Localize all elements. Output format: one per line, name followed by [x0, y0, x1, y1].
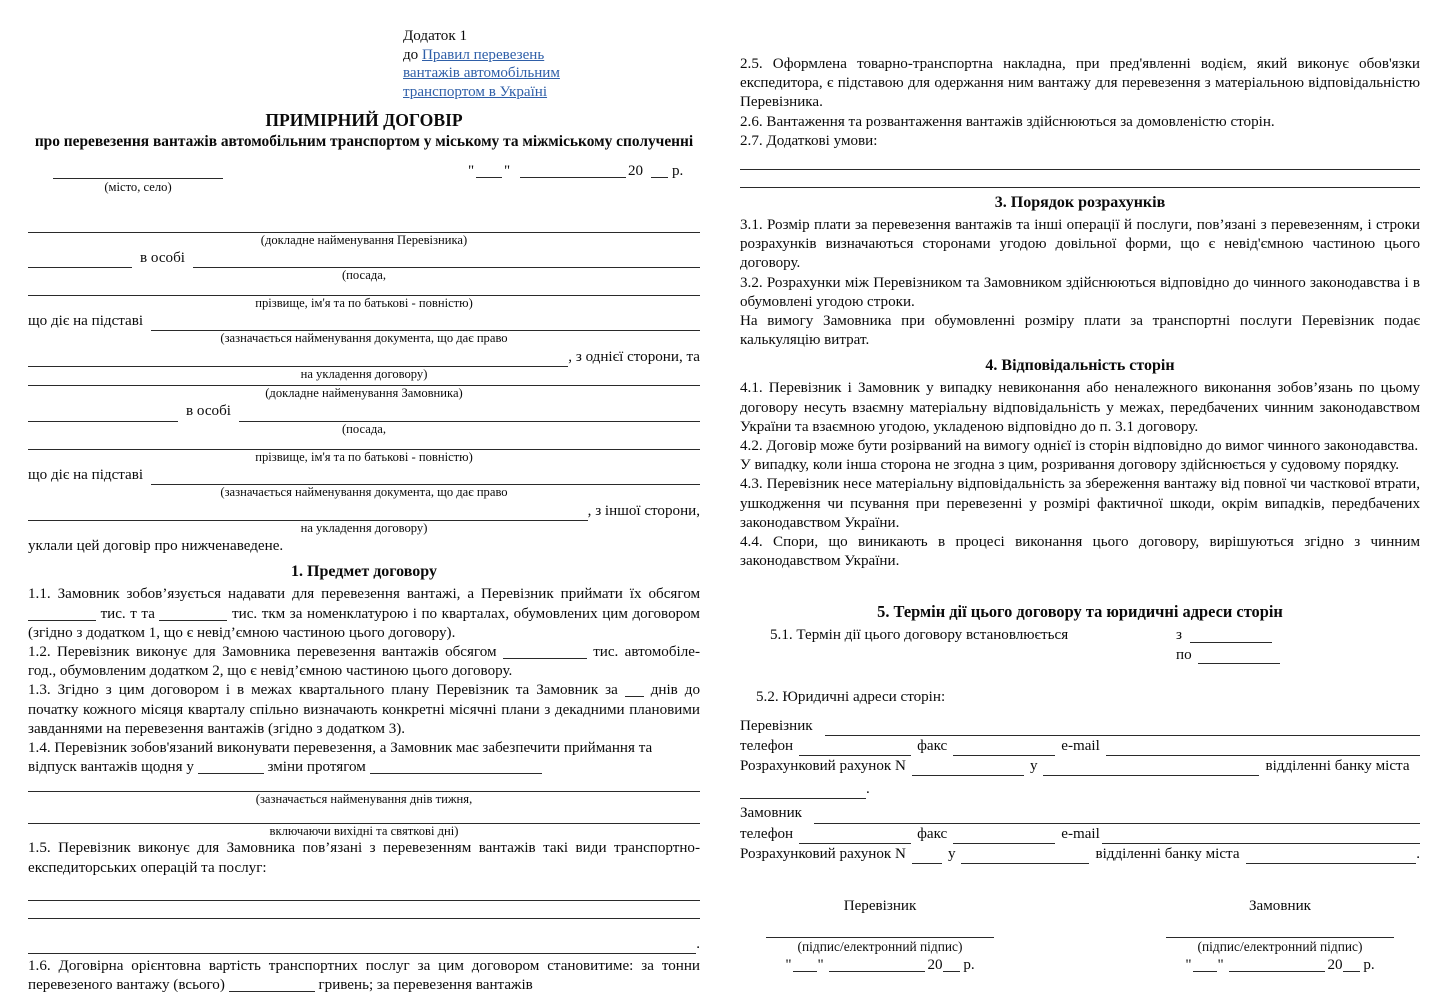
carrier-bank-city-period: . [866, 781, 870, 798]
carrier-conclude-caption: на укладення договору) [300, 367, 428, 382]
date-suffix: р. [672, 162, 684, 179]
clause-1-1-text-b: тис. т та [100, 605, 155, 622]
clause-1-1-text-c: тис. ткм за номенклатурою і по кварталах, обумовлених цим договором (згідно з додатком 1, що є невід’ємною частиною цього договору). [28, 605, 700, 641]
days-of-week-caption: (зазначається найменування днів тижня, [255, 792, 473, 807]
carrier-bank-city-row [740, 780, 1420, 799]
clause-4-1: 4.1. Перевізник і Замовник у випадку невиконання або неналежного виконання зобов’язань по цьому договору несуть взаємну матеріальну відповідальність у межах, передбачених чинним законодавством України та взаємною угодою, укладеною відповідно до п. 3.1 договору. [740, 380, 1420, 435]
clause-1-1-fill-1[interactable] [28, 620, 96, 621]
carrier-signature-caption: (підпис/електронний підпис) [797, 939, 963, 955]
carrier-email-fill[interactable] [1106, 740, 1420, 756]
clause-1-4-text-a: 1.4. Перевізник зобов'язаний виконувати перевезення, а Замовник має забезпечити приймання та відпуск вантажів щодня у [28, 739, 653, 776]
client-date-quote-open: " [1185, 957, 1192, 974]
client-contact-row [740, 825, 1420, 844]
clause-1-5: 1.5. Перевізник виконує для Замовника пов’язані з перевезенням вантажів такі види транспортно-експедиторських операцій та послуг: [28, 840, 700, 876]
clause-1-6 [28, 957, 700, 995]
client-date-day-fill[interactable] [1193, 971, 1217, 972]
client-phone-label: телефон [740, 825, 794, 842]
carrier-signature-name: Перевізник [843, 898, 917, 915]
clause-1-1-fill-2[interactable] [159, 620, 227, 621]
carrier-side-row [28, 348, 700, 367]
client-account-label: Розрахунковий рахунок N [740, 845, 906, 862]
carrier-account-row [740, 757, 1420, 776]
appendix-to-prefix: до [403, 46, 422, 63]
clause-5-1-label: 5.1. Термін дії цього договору встановлюється [770, 627, 1069, 644]
appendix-number: Додаток 1 [403, 28, 467, 44]
carrier-signature [744, 898, 1016, 975]
client-bank-city-period: . [1416, 845, 1420, 862]
document-title: ПРИМІРНИЙ ДОГОВІР [265, 110, 463, 131]
carrier-name-caption: (докладне найменування Перевізника) [260, 232, 468, 247]
clause-3-2: 3.2. Розрахунки між Перевізником та Замовником здійснюються відповідно до чинного законодавства і в обумовлені угодою строки. [740, 274, 1420, 310]
carrier-contact-row [740, 737, 1420, 756]
client-at-label: у [947, 845, 956, 862]
clause-1-1 [28, 585, 700, 643]
client-doc-caption: (зазначається найменування документа, що дає право [220, 484, 508, 499]
carrier-basis-row [28, 312, 700, 331]
clause-4-2: 4.2. Договір може бути розірваний на вимогу однієї із сторін відповідно до вимог чинного законодавства. [740, 438, 1419, 455]
client-address-label: Замовник [740, 805, 802, 822]
carrier-date-year: 20 [927, 957, 943, 974]
client-basis-fill[interactable] [151, 469, 700, 485]
client-fax-fill[interactable] [953, 843, 1055, 844]
client-account-fill[interactable] [912, 863, 942, 864]
city-date-row [28, 164, 700, 196]
client-person-row [28, 402, 700, 421]
carrier-account-fill[interactable] [912, 775, 1024, 776]
holidays-caption: включаючи вихідні та святкові дні) [269, 824, 459, 839]
date-quote-close: " [504, 162, 511, 179]
clause-5-2: 5.2. Юридичні адреси сторін: [756, 689, 946, 706]
carrier-fullname-caption: прізвище, ім'я та по батькові - повністю) [255, 296, 473, 311]
carrier-acts-on-label: що діє на підставі [28, 313, 144, 330]
client-name-caption: (докладне найменування Замовника) [265, 386, 463, 401]
carrier-phone-label: телефон [740, 737, 794, 754]
date-quote-open: " [468, 162, 475, 179]
date-year: 20 [628, 162, 644, 179]
services-fill-2[interactable] [28, 918, 700, 919]
clause-1-2-text-a: 1.2. Перевізник виконує для Замовника перевезення вантажів обсягом [28, 643, 497, 660]
term-to-fill[interactable] [1198, 663, 1280, 664]
carrier-in-person-label: в особі [140, 249, 185, 266]
client-signature-line[interactable] [1166, 937, 1394, 938]
carrier-person-prefix-fill[interactable] [28, 267, 132, 268]
client-position-fill[interactable] [239, 406, 700, 422]
client-position-caption: (посада, [341, 421, 387, 436]
rules-link-line-2[interactable]: вантажів автомобільним [403, 65, 560, 82]
carrier-date-suffix: р. [963, 957, 975, 974]
carrier-address-row [740, 717, 1420, 736]
left-column [28, 0, 700, 995]
appendix-header [403, 27, 700, 101]
clause-1-3-text-b: днів до початку кожного місяця кварталу спільно визначають конкретні місячні плани з декадними плановими завданнями на перевезення вантажів (згідно з додатком 3). [28, 682, 700, 737]
section-5-heading: 5. Термін дії цього договору та юридичні адреси сторін [877, 602, 1283, 622]
document-subtitle: про перевезення вантажів автомобільним транспортом у міському та міжміському сполученні [34, 133, 694, 151]
clause-1-4 [28, 739, 700, 777]
clause-1-3 [28, 681, 700, 739]
client-conclude-caption: на укладення договору) [300, 521, 428, 536]
clause-1-3-fill[interactable] [625, 696, 644, 697]
appendix-reference [403, 46, 700, 65]
term-from-fill[interactable] [1190, 642, 1272, 643]
carrier-position-fill[interactable] [193, 252, 700, 268]
section-3-heading: 3. Порядок розрахунків [994, 194, 1166, 212]
carrier-block [28, 232, 700, 382]
client-bank-branch-fill[interactable] [961, 863, 1089, 864]
clause-1-4-fill-2[interactable] [370, 773, 542, 774]
client-signature-caption: (підпис/електронний підпис) [1197, 939, 1363, 955]
carrier-at-label: у [1029, 758, 1038, 775]
client-fullname-caption: прізвище, ім'я та по батькові - повністю) [255, 449, 473, 464]
clause-1-3-text-a: 1.3. Згідно з цим договором і в межах квартального плану Перевізник та Замовник за [28, 682, 618, 699]
client-fax-label: факс [917, 825, 948, 842]
city-caption: (місто, село) [104, 179, 172, 194]
carrier-signature-line[interactable] [766, 937, 994, 938]
clause-1-2 [28, 643, 700, 681]
carrier-position-caption: (посада, [341, 268, 387, 283]
client-date-suffix: р. [1363, 957, 1375, 974]
clause-2-6: 2.6. Вантаження та розвантаження вантажів здійснюються за домовленістю сторін. [740, 113, 1275, 130]
additional-terms-fill-1[interactable] [740, 169, 1420, 170]
client-signature-name: Замовник [1249, 898, 1311, 915]
additional-terms-fill-2[interactable] [740, 187, 1420, 188]
clause-3-1: 3.1. Розмір плати за перевезення вантажів та інші операції й послуги, пов’язані з перевезенням, і строки розрахунків визначаються сторонами угодою довільної форми, що є невід'ємною частиною цього договору. [740, 217, 1420, 272]
carrier-date-day-fill[interactable] [793, 971, 817, 972]
client-email-label: e-mail [1061, 825, 1100, 842]
term-to-label: по [1176, 647, 1192, 664]
term-from-label: з [1176, 627, 1182, 644]
clause-2-7: 2.7. Додаткові умови: [740, 132, 878, 149]
concluded-line: уклали цей договір про нижченаведене. [28, 538, 284, 555]
client-side-note: , з іншої сторони, [587, 502, 700, 519]
services-period: . [696, 935, 700, 952]
right-column [740, 0, 1420, 975]
clause-1-2-fill[interactable] [503, 658, 587, 659]
client-in-person-label: в особі [186, 403, 231, 420]
date-year-fill[interactable] [651, 177, 668, 178]
carrier-conclude-fill[interactable] [28, 351, 568, 367]
client-bank-city-fill[interactable] [1246, 848, 1417, 864]
clause-2-5: 2.5. Оформлена товарно-транспортна накладна, при пред'явленні водієм, який виконує обов'язки експедитора, є підставою для одержання ним вантажу для перевезення з матеріальною відповідальністю Перевізника. [740, 56, 1420, 111]
section-1-heading: 1. Предмет договору [291, 563, 437, 581]
date-month-fill[interactable] [520, 177, 626, 178]
client-bank-label: відділенні банку міста [1095, 845, 1240, 862]
date-day-fill[interactable] [476, 177, 502, 178]
clause-1-2-text-b: тис. автомобіле-год., обумовленим додатком 2, що є невід’ємною частиною цього договору. [28, 643, 700, 680]
client-date-year: 20 [1327, 957, 1343, 974]
clause-5-1-row [740, 626, 1420, 674]
carrier-bank-branch-fill[interactable] [1043, 775, 1259, 776]
client-date-month-fill[interactable] [1229, 971, 1325, 972]
city-fill-line[interactable] [53, 178, 223, 179]
carrier-basis-fill[interactable] [151, 315, 700, 331]
clause-4-3: 4.3. Перевізник несе матеріальну відповідальність за збереження вантажу від повної чи часткової втрати, ушкодження чи псування при перевезенні у розмірі фактичної шкоди, окрім випадків, передбачених законодавством України. [740, 476, 1420, 531]
client-conclude-fill[interactable] [28, 505, 588, 521]
carrier-fax-fill[interactable] [953, 755, 1055, 756]
client-signature [1144, 898, 1416, 975]
rules-link-line-1[interactable]: Правил перевезень [422, 46, 545, 63]
services-fill-1[interactable] [28, 900, 700, 901]
client-person-prefix-fill[interactable] [28, 421, 178, 422]
client-email-fill[interactable] [1102, 828, 1420, 844]
carrier-fax-label: факс [917, 737, 948, 754]
carrier-date-year-fill[interactable] [943, 971, 960, 972]
clause-3-3: На вимогу Замовника при обумовленні розміру плати за транспортні послуги Перевізник подає калькуляцію витрат. [740, 313, 1420, 349]
clause-1-6-text-a: 1.6. Договірна орієнтовна вартість транспортних послуг за цим договором становитиме: за тонни перевезеного вантажу (всього) [28, 957, 700, 994]
client-account-row [740, 845, 1420, 864]
section-4-heading: 4. Відповідальність сторін [985, 357, 1175, 375]
carrier-date-quote-open: " [785, 957, 792, 974]
client-phone-fill[interactable] [799, 843, 911, 844]
clause-1-1-text-a: 1.1. Замовник зобов’язується надавати для перевезення вантажі, а Перевізник приймати їх обсягом [28, 586, 700, 603]
clause-1-6-text-b: гривень; за перевезення вантажів [318, 977, 533, 994]
client-address-row [740, 804, 1420, 823]
signature-block [740, 898, 1420, 975]
clause-4-4: 4.4. Спори, що виникають в процесі виконання цього договору, вирішуються згідно з чинним законодавством України. [740, 534, 1420, 570]
carrier-signature-date [744, 956, 1016, 975]
client-signature-date [1144, 956, 1416, 975]
carrier-person-row [28, 249, 700, 268]
carrier-side-note: , з однієї сторони, та [568, 349, 700, 366]
client-date-quote-close: " [1217, 957, 1224, 974]
client-block [28, 385, 700, 535]
services-fill-3-row [28, 935, 700, 954]
carrier-email-label: e-mail [1061, 737, 1100, 754]
services-fill-3[interactable] [28, 938, 696, 954]
client-date-year-fill[interactable] [1343, 971, 1360, 972]
client-side-row [28, 502, 700, 521]
client-basis-row [28, 466, 700, 485]
client-acts-on-label: що діє на підставі [28, 466, 144, 483]
rules-link-line-3[interactable]: транспортом в Україні [403, 83, 548, 100]
carrier-bank-label: відділенні банку міста [1265, 758, 1410, 775]
clause-1-4-text-b: зміни протягом [267, 759, 366, 776]
carrier-bank-city-fill[interactable] [740, 798, 866, 799]
carrier-date-month-fill[interactable] [829, 971, 925, 972]
carrier-address-label: Перевізник [740, 717, 813, 734]
carrier-account-label: Розрахунковий рахунок N [740, 758, 906, 775]
carrier-date-quote-close: " [817, 957, 824, 974]
clause-1-4-fill-1[interactable] [198, 773, 264, 774]
clause-4-2b: У випадку, коли інша сторона не згодна з цим, розривання договору здійснюється у судовому порядку. [740, 457, 1400, 474]
carrier-address-fill[interactable] [825, 720, 1420, 736]
carrier-doc-caption: (зазначається найменування документа, що дає право [220, 331, 508, 346]
client-address-fill[interactable] [814, 808, 1420, 824]
carrier-phone-fill[interactable] [799, 755, 911, 756]
